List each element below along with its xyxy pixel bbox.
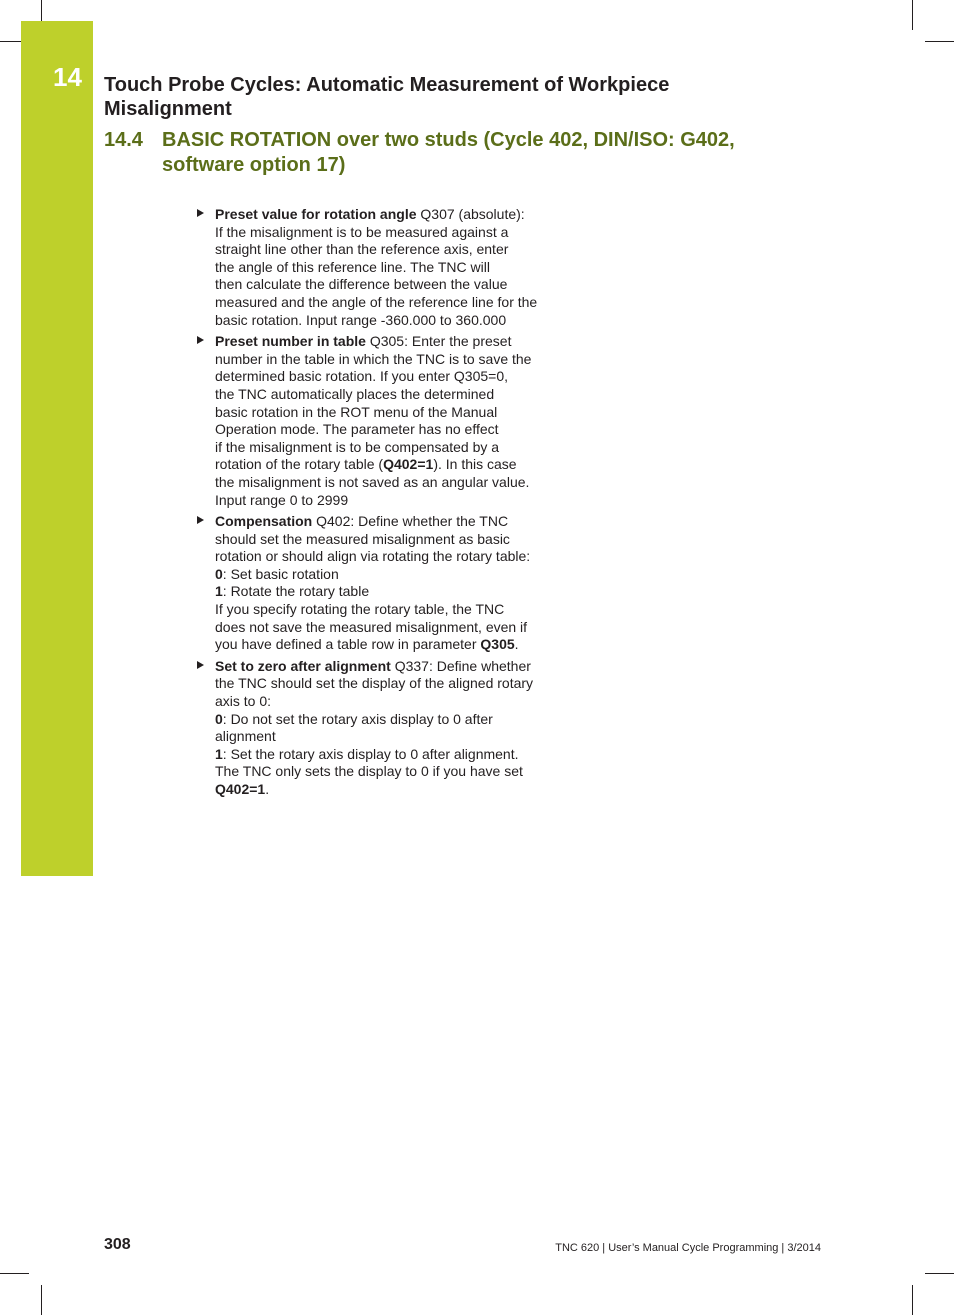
page-number: 308 [104, 1236, 131, 1253]
bold-term: Preset value for rotation angle [215, 206, 417, 222]
parameter-text-line [215, 206, 560, 224]
text-run: rotation of the rotary table ( [215, 456, 384, 473]
crop-mark [41, 1285, 42, 1315]
text-run: If you specify rotating the rotary table, the TNC [215, 601, 505, 618]
text-run: the TNC should set the display of the aligned rotary [215, 675, 534, 692]
bold-term: Preset number in table [215, 333, 366, 350]
text-run: straight line other than the reference axis, enter [215, 241, 509, 258]
text-run: number in the table in which the TNC is to save the [215, 350, 532, 367]
chapter-tab [21, 21, 93, 876]
crop-mark [41, 0, 42, 21]
text-run: does not save the measured misalignment, even if [215, 618, 528, 635]
bold-term: Q305 [480, 636, 515, 653]
text-run: should set the measured misalignment as basic [215, 530, 510, 547]
parameter-item [195, 513, 560, 654]
parameter-text-line [215, 351, 560, 369]
parameter-text-line [215, 636, 560, 654]
parameter-text-line [215, 711, 560, 729]
text-run: Q337: Define whether [390, 657, 531, 674]
parameter-text-line [215, 746, 560, 764]
text-run: determined basic rotation. If you enter Q305=0, [215, 368, 509, 385]
crop-mark [925, 1273, 954, 1274]
text-run: Input range 0 to 2999 [215, 491, 349, 508]
parameter-text-line [215, 421, 560, 439]
text-run: The TNC only sets the display to 0 if you have set [215, 763, 523, 780]
parameter-text-line [215, 566, 560, 584]
text-run: . [514, 636, 519, 653]
text-run: : Do not set the rotary axis display to 0 after [222, 710, 493, 727]
parameter-text-line [215, 439, 560, 457]
crop-mark [912, 0, 913, 30]
parameter-text-line [215, 658, 560, 676]
chapter-title: Touch Probe Cycles: Automatic Measurement of Workpiece Misalignment [104, 74, 670, 120]
text-run: ). In this case [433, 456, 517, 473]
section-title: BASIC ROTATION over two studs (Cycle 402, DIN/ISO: G402, software option 17) [162, 129, 735, 176]
parameter-text-line [215, 728, 560, 746]
bullet-arrow-icon [197, 516, 204, 524]
text-run: basic rotation. Input range -360.000 to 360.000 [215, 311, 507, 328]
crop-mark [0, 1273, 29, 1274]
text-run: : Rotate the rotary table [222, 583, 370, 600]
parameter-text-line [215, 583, 560, 601]
bullet-arrow-icon [197, 661, 204, 669]
parameter-text-line [215, 675, 560, 693]
chapter-number: 14 [53, 62, 82, 92]
parameter-text-line [215, 224, 560, 242]
text-run: : Set basic rotation [222, 565, 339, 582]
parameter-text-line [215, 386, 560, 404]
bold-term: Set to zero after alignment [215, 657, 391, 674]
text-run: the angle of this reference line. The TNC will [215, 258, 490, 275]
bold-term: 0 [215, 710, 223, 727]
parameter-text-line [215, 492, 560, 510]
section-number: 14.4 [104, 129, 143, 151]
bold-term: Compensation [215, 513, 313, 530]
text-run: If the misalignment is to be measured against a [215, 223, 509, 240]
parameter-item [195, 333, 560, 509]
parameter-text-line [215, 474, 560, 492]
parameter-text-line [215, 276, 560, 294]
text-run: you have defined a table row in parameter [215, 636, 481, 653]
crop-mark [0, 41, 21, 42]
bold-term: Q402=1 [215, 781, 266, 797]
parameter-text-line [215, 333, 560, 351]
text-run: if the misalignment is to be compensated by a [215, 438, 500, 455]
parameter-text-line [215, 294, 560, 312]
parameter-text-line [215, 531, 560, 549]
parameter-list [195, 206, 560, 803]
text-run: Q307 (absolute): [416, 206, 525, 222]
parameter-text-line [215, 619, 560, 637]
parameter-text-line [215, 404, 560, 422]
text-run: the TNC automatically places the determined [215, 385, 495, 402]
parameter-text-line [215, 456, 560, 474]
parameter-text-line [215, 763, 560, 781]
text-run: measured and the angle of the reference line for the [215, 293, 538, 310]
bullet-arrow-icon [197, 336, 204, 344]
parameter-text-line [215, 312, 560, 330]
text-run: axis to 0: [215, 693, 272, 710]
bullet-arrow-icon [197, 209, 204, 217]
text-run: rotation or should align via rotating the rotary table: [215, 548, 531, 565]
parameter-text-line [215, 368, 560, 386]
parameter-text-line [215, 241, 560, 259]
text-run: the misalignment is not saved as an angular value. [215, 473, 530, 490]
parameter-item [195, 206, 560, 329]
parameter-item [195, 658, 560, 799]
parameter-text-line [215, 259, 560, 277]
parameter-text-line [215, 601, 560, 619]
text-run: basic rotation in the ROT menu of the Manual [215, 403, 498, 420]
text-run: Q402: Define whether the TNC [312, 513, 509, 530]
bold-term: Q402=1 [383, 456, 434, 473]
bold-term: 1 [215, 583, 223, 600]
bold-term: 0 [215, 565, 223, 582]
parameter-text-line [215, 513, 560, 531]
text-run: Q305: Enter the preset [365, 333, 512, 350]
crop-mark [912, 1285, 913, 1315]
parameter-text-line [215, 693, 560, 711]
text-run: alignment [215, 728, 276, 745]
bold-term: 1 [215, 745, 223, 762]
text-run: then calculate the difference between the value [215, 276, 508, 293]
text-run: Operation mode. The parameter has no effect [215, 421, 499, 438]
text-run: : Set the rotary axis display to 0 after alignment. [222, 745, 519, 762]
footer-text: TNC 620 | User’s Manual Cycle Programming | 3/2014 [555, 1242, 821, 1254]
text-run: . [265, 781, 270, 797]
parameter-text-line [215, 548, 560, 566]
parameter-text-line [215, 781, 560, 799]
crop-mark [925, 41, 954, 42]
section-heading [104, 128, 784, 178]
